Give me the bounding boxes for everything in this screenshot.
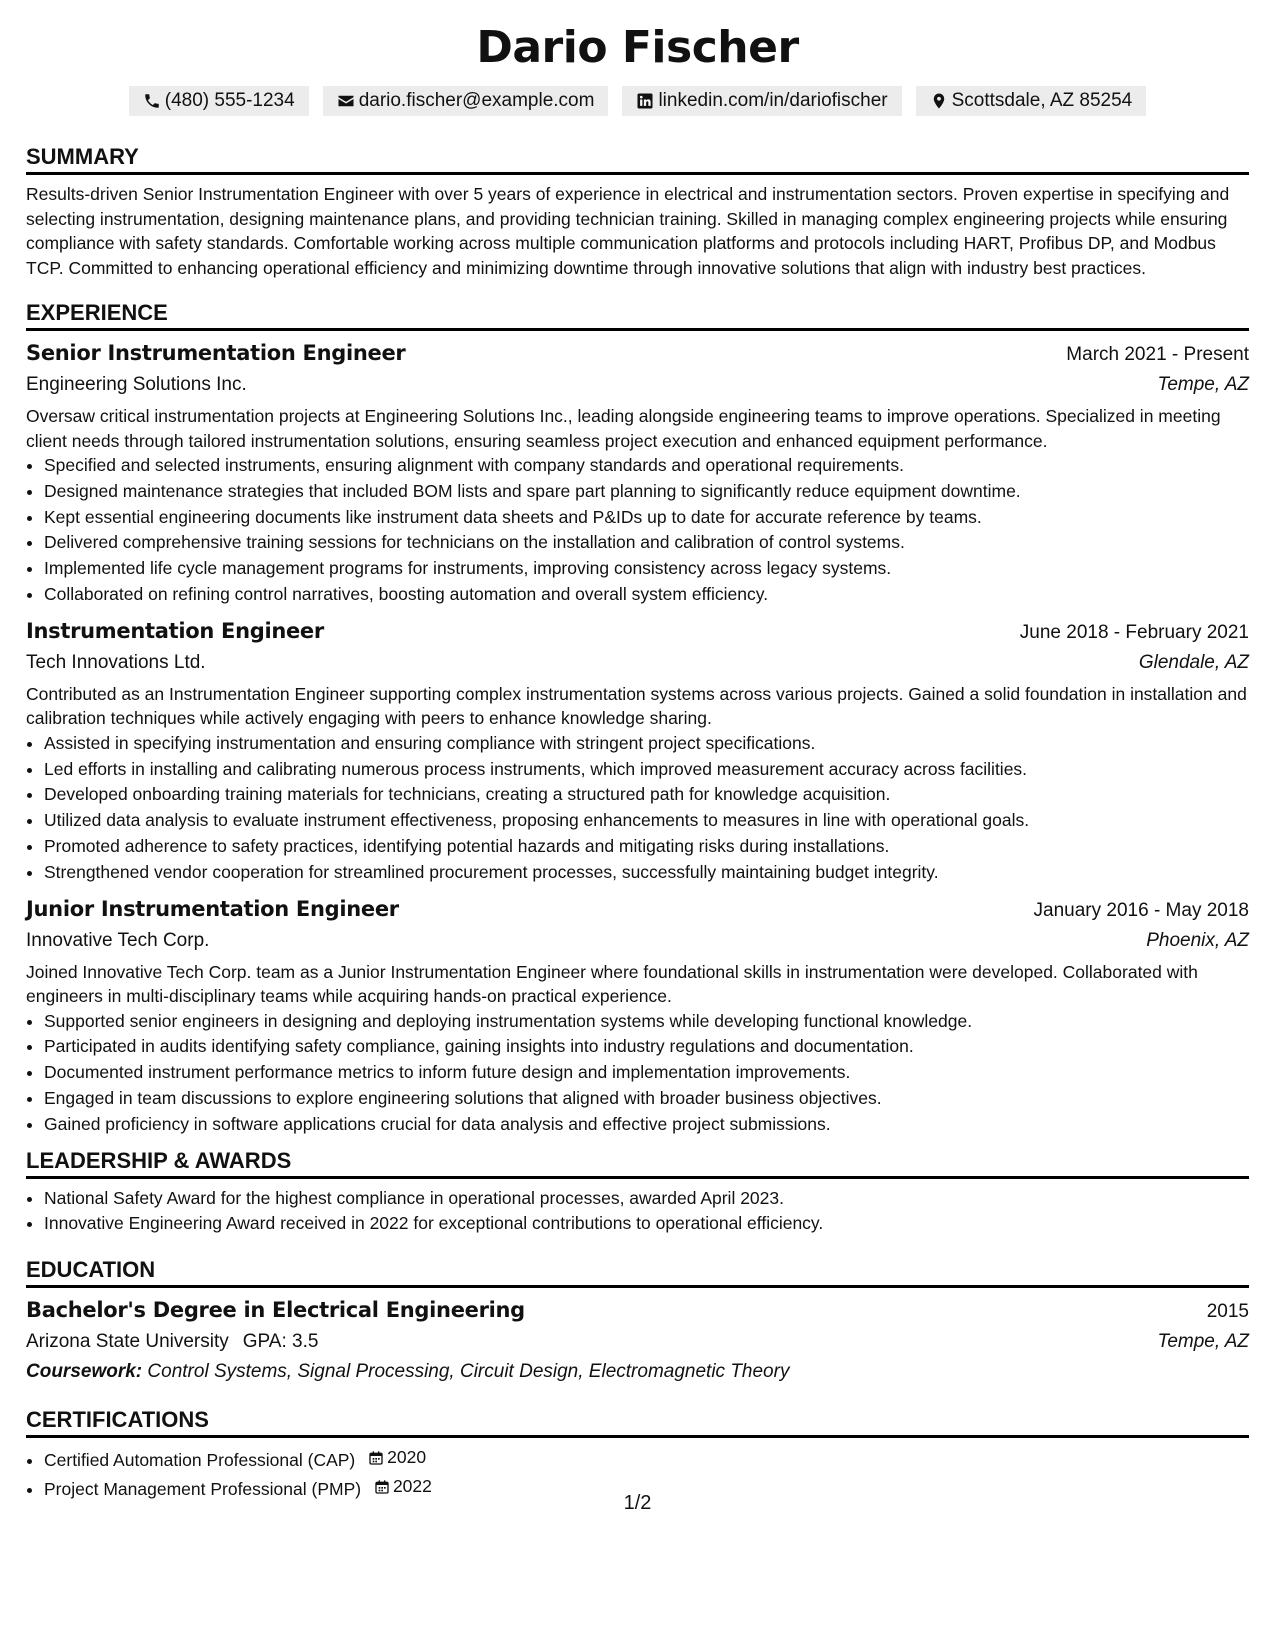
contact-location-text: Scottsdale, AZ 85254 — [951, 90, 1133, 111]
section-heading: CERTIFICATIONS — [26, 1407, 1249, 1438]
job-company: Tech Innovations Ltd. — [26, 651, 206, 673]
certification-year: 2020 — [387, 1447, 427, 1468]
job-bullets — [26, 731, 1249, 886]
degree-title: Bachelor's Degree in Electrical Engineering — [26, 1298, 525, 1323]
job-bullets — [26, 453, 1249, 608]
job-description: Oversaw critical instrumentation projects at Engineering Solutions Inc., leading alongside engineering teams to improve operations. Specialized in meeting client needs through tailored instrumentation solutions, ensuring seamless project execution and enhanced equipment performance. — [26, 406, 1221, 451]
summary-text: Results-driven Senior Instrumentation Engineer with over 5 years of experience in electrical and instrumentation sectors. Proven expertise in specifying and selecting instrumentation, designing maintenance plans, and providing technician training. Skilled in managing complex engineering projects while ensuring compliance with safety standards. Comfortable working across multiple communication platforms and protocols including HART, Profibus DP, and Modbus TCP. Committed to enhancing operational efficiency and minimizing downtime through innovative solutions that align with industry best practices. — [26, 184, 1230, 278]
list-item: • National Safety Award for the highest compliance in operational processes, awarded April 2023. — [44, 1186, 1249, 1212]
section-heading: EXPERIENCE — [26, 300, 1249, 331]
list-item: • Implemented life cycle management programs for instruments, improving consistency across legacy systems. — [44, 556, 1249, 582]
phone-icon — [143, 92, 161, 110]
job-dates: March 2021 - Present — [1066, 344, 1249, 365]
job-title: Instrumentation Engineer — [26, 618, 324, 643]
list-item — [44, 1445, 1249, 1474]
education-section — [26, 1257, 1249, 1387]
job-title: Senior Instrumentation Engineer — [26, 341, 406, 365]
job-description: Joined Innovative Tech Corp. team as a Junior Instrumentation Engineer where foundational skills in instrumentation were developed. Collaborated with engineers in multi-disciplinary teams while acquiring hands-on practical experience. — [26, 961, 1198, 1007]
job-description: Contributed as an Instrumentation Engineer supporting complex instrumentation systems across various projects. Gained a solid foundation in installation and calibration techniques while actively engaging with peers to enhance knowledge sharing. — [26, 683, 1247, 729]
contact-email-text: dario.fischer@example.com — [358, 90, 595, 111]
job-company: Engineering Solutions Inc. — [26, 374, 247, 395]
school-location: Tempe, AZ — [1157, 1331, 1249, 1353]
certification-name: Certified Automation Professional (CAP) — [44, 1450, 356, 1471]
linkedin-icon — [636, 92, 654, 110]
list-item: • Participated in audits identifying safety compliance, gaining insights into industry regulations and documentation. — [44, 1034, 1249, 1060]
section-heading: EDUCATION — [26, 1257, 1249, 1288]
job-location: Glendale, AZ — [1138, 651, 1249, 673]
awards-list — [26, 1186, 1249, 1238]
list-item: • Utilized data analysis to evaluate instrument effectiveness, proposing enhancements to measures in line with operational goals. — [44, 808, 1249, 834]
certification-name: Project Management Professional (PMP) — [44, 1478, 362, 1499]
map-pin-icon — [930, 92, 948, 110]
job-location: Phoenix, AZ — [1146, 929, 1249, 951]
job-location: Tempe, AZ — [1157, 374, 1249, 395]
section-heading: SUMMARY — [26, 144, 1249, 175]
graduation-year: 2015 — [1206, 1301, 1249, 1323]
school-name: Arizona State University — [26, 1331, 229, 1353]
envelope-icon — [337, 92, 355, 110]
list-item: • Gained proficiency in software applications crucial for data analysis and effective project submissions. — [44, 1112, 1249, 1138]
contact-location — [916, 86, 1147, 116]
awards-section — [26, 1148, 1249, 1238]
contact-linkedin[interactable] — [622, 86, 901, 116]
list-item: • Engaged in team discussions to explore engineering solutions that aligned with broader business objectives. — [44, 1086, 1249, 1112]
list-item: • Specified and selected instruments, ensuring alignment with company standards and operational requirements. — [44, 453, 1249, 479]
list-item: • Developed onboarding training materials for technicians, creating a structured path for knowledge acquisition. — [44, 782, 1249, 808]
list-item: • Supported senior engineers in designing and deploying instrumentation systems while developing functional knowledge. — [44, 1009, 1249, 1035]
coursework — [26, 1357, 1249, 1387]
list-item: • Assisted in specifying instrumentation and ensuring compliance with stringent project specifications. — [44, 731, 1249, 757]
page-number: 1/2 — [623, 1492, 652, 1514]
list-item: • Led efforts in installing and calibrating numerous process instruments, which improved measurement accuracy across facilities. — [44, 757, 1249, 783]
coursework-list: Control Systems, Signal Processing, Circuit Design, Electromagnetic Theory — [147, 1361, 790, 1383]
experience-section — [26, 300, 1249, 1138]
certification-year: 2022 — [392, 1475, 432, 1496]
job-dates: January 2016 - May 2018 — [1033, 899, 1249, 921]
contact-linkedin-text: linkedin.com/in/dariofischer — [658, 90, 888, 111]
calendar-icon — [368, 1450, 384, 1466]
list-item: • Innovative Engineering Award received in 2022 for exceptional contributions to operational efficiency. — [44, 1211, 1249, 1237]
list-item: • Delivered comprehensive training sessions for technicians on the installation and calibration of control systems. — [44, 530, 1249, 556]
list-item: • Kept essential engineering documents like instrument data sheets and P&IDs up to date for accurate reference by teams. — [44, 505, 1249, 531]
contact-bar — [26, 86, 1249, 116]
gpa: GPA: 3.5 — [242, 1331, 319, 1353]
contact-phone-text: (480) 555-1234 — [164, 90, 295, 111]
list-item: • Promoted adherence to safety practices, identifying potential hazards and mitigating risks during installations. — [44, 834, 1249, 860]
certifications-section — [26, 1407, 1249, 1502]
list-item: • Collaborated on refining control narratives, boosting automation and overall system efficiency. — [44, 582, 1249, 608]
list-item: • Documented instrument performance metrics to inform future design and implementation improvements. — [44, 1060, 1249, 1086]
candidate-name: Dario Fischer — [476, 22, 799, 73]
job-title: Junior Instrumentation Engineer — [26, 896, 399, 921]
list-item: • Strengthened vendor cooperation for streamlined procurement processes, successfully maintaining budget integrity. — [44, 860, 1249, 886]
list-item: • Designed maintenance strategies that included BOM lists and spare part planning to significantly reduce equipment downtime. — [44, 479, 1249, 505]
job-entry — [26, 616, 1249, 886]
section-heading: LEADERSHIP & AWARDS — [26, 1148, 1249, 1179]
contact-email[interactable] — [323, 86, 609, 116]
job-entry — [26, 338, 1249, 608]
job-company: Innovative Tech Corp. — [26, 929, 210, 951]
job-bullets — [26, 1009, 1249, 1138]
job-dates: June 2018 - February 2021 — [1019, 621, 1249, 643]
job-entry — [26, 894, 1249, 1138]
coursework-label: Coursework: — [26, 1361, 143, 1383]
summary-section — [26, 144, 1249, 280]
contact-phone[interactable] — [129, 86, 309, 116]
